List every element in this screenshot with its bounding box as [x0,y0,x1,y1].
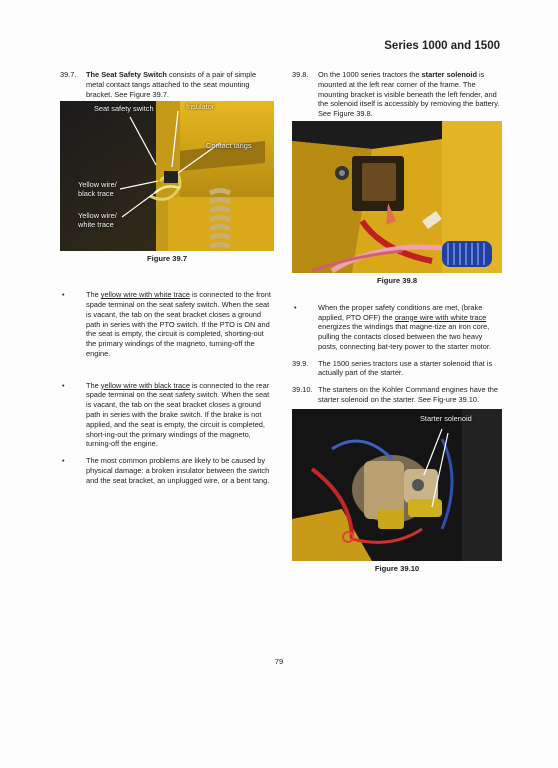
label-seat-safety-switch: Seat safety switch [94,104,154,114]
figure-39-8 [292,121,502,273]
section-39-8 [292,70,502,119]
section-text [318,70,502,119]
section-text [86,70,274,99]
figure-39-10 [292,409,502,561]
bold-term: The Seat Safety Switch [86,70,167,79]
page-number: 79 [274,657,284,666]
text: When the proper safety conditions are met, (brake applied, PTO OFF) the [318,302,483,322]
underlined-term: yellow wire with black trace [100,380,190,390]
label-contact-tangs: Contact tangs [206,141,252,151]
label-yellow-white-line2: white trace [78,220,114,230]
label-yellow-black-line1: Yellow wire/ [78,180,117,190]
figure-caption-39-8: Figure 39.8 [376,275,418,285]
text: is connected to the front spade terminal on the seat safety switch. When the seat is vacant, the tab on the seat bracket closes a ground path in series with the PTO switch. If the PTO is ON and the seat is empty, the circuit is completed, shorting-out the primary windings of the magneto, turning-off the engine. [86,290,271,358]
starter-solenoid-photo [292,121,502,273]
figure-caption-39-10: Figure 39.10 [374,563,420,573]
bold-term: starter solenoid [421,70,477,79]
section-number: 39.7. [60,70,77,79]
bullet-text [318,303,502,352]
text: energizes the windings that magne-tize an iron core, pulling the contacts closed between the two heavy posts, connecting bat-tery power to the starter motor. [318,322,491,351]
bullet-mark: • [62,290,65,300]
bullet-mark: • [62,380,65,390]
bullet-yellow-white [60,290,274,358]
bullet-text [86,381,274,449]
right-column [292,70,502,574]
bullet-mark: • [62,456,65,466]
label-yellow-white-line1: Yellow wire/ [78,211,117,221]
bullet-mark: • [294,302,297,312]
bullet-safety-conditions [292,303,502,352]
text: The [86,380,101,390]
bullet-text [86,290,274,358]
section-39-10 [292,385,502,405]
left-column [60,70,274,485]
section-number: 39.8. [292,70,309,79]
text: is connected to the rear spade terminal on the seat safety switch. When the seat is vacant, the tab on the seat bracket closes a ground path in series with the brake switch. If the brake is not applied, and the seat is empty, the circuit is completed, short-ing-out the primary windings of the magneto, turning-off the engine. [86,380,270,449]
underlined-term: orange wire with white trace [394,312,487,322]
section-text: The starters on the Kohler Command engines have the starter solenoid on the starter. See Fig-ure 39.10. [318,385,498,404]
underlined-term: yellow wire with white trace [100,290,190,300]
bullet-yellow-black [60,381,274,449]
bullet-common-problems [60,456,274,485]
label-starter-solenoid: Starter solenoid [420,413,472,423]
text: The [86,290,101,300]
figure-caption-39-7: Figure 39.7 [146,254,188,264]
section-text: The 1500 series tractors use a starter solenoid that is actually part of the starter. [318,358,493,378]
section-number: 39.9. [292,358,309,368]
section-39-7 [60,70,274,99]
page-header: Series 1000 and 1500 [384,40,500,52]
figure-39-7 [60,101,274,251]
label-insulator: Insulator [186,102,215,112]
section-number: 39.10. [292,385,313,395]
body-text: consists of a pair of simple metal contact tangs attached to the seat mounting bracket. See Figure 39.7. [86,70,257,99]
bullet-text: The most common problems are likely to be caused by physical damage: a broken insulator between the switch and the seat bracket, an unplugged wire, or a bent tang. [86,456,270,485]
text: is mounted at the left rear corner of the frame. The mounting bracket is visible beneath the left fender, and the solenoid itself is accessibly by removing the battery. See Figure 39.8. [318,70,500,119]
section-39-9 [292,359,502,379]
kohler-starter-photo [292,409,502,561]
text: On the 1000 series tractors the [318,70,422,79]
label-yellow-black-line2: black trace [78,189,114,199]
